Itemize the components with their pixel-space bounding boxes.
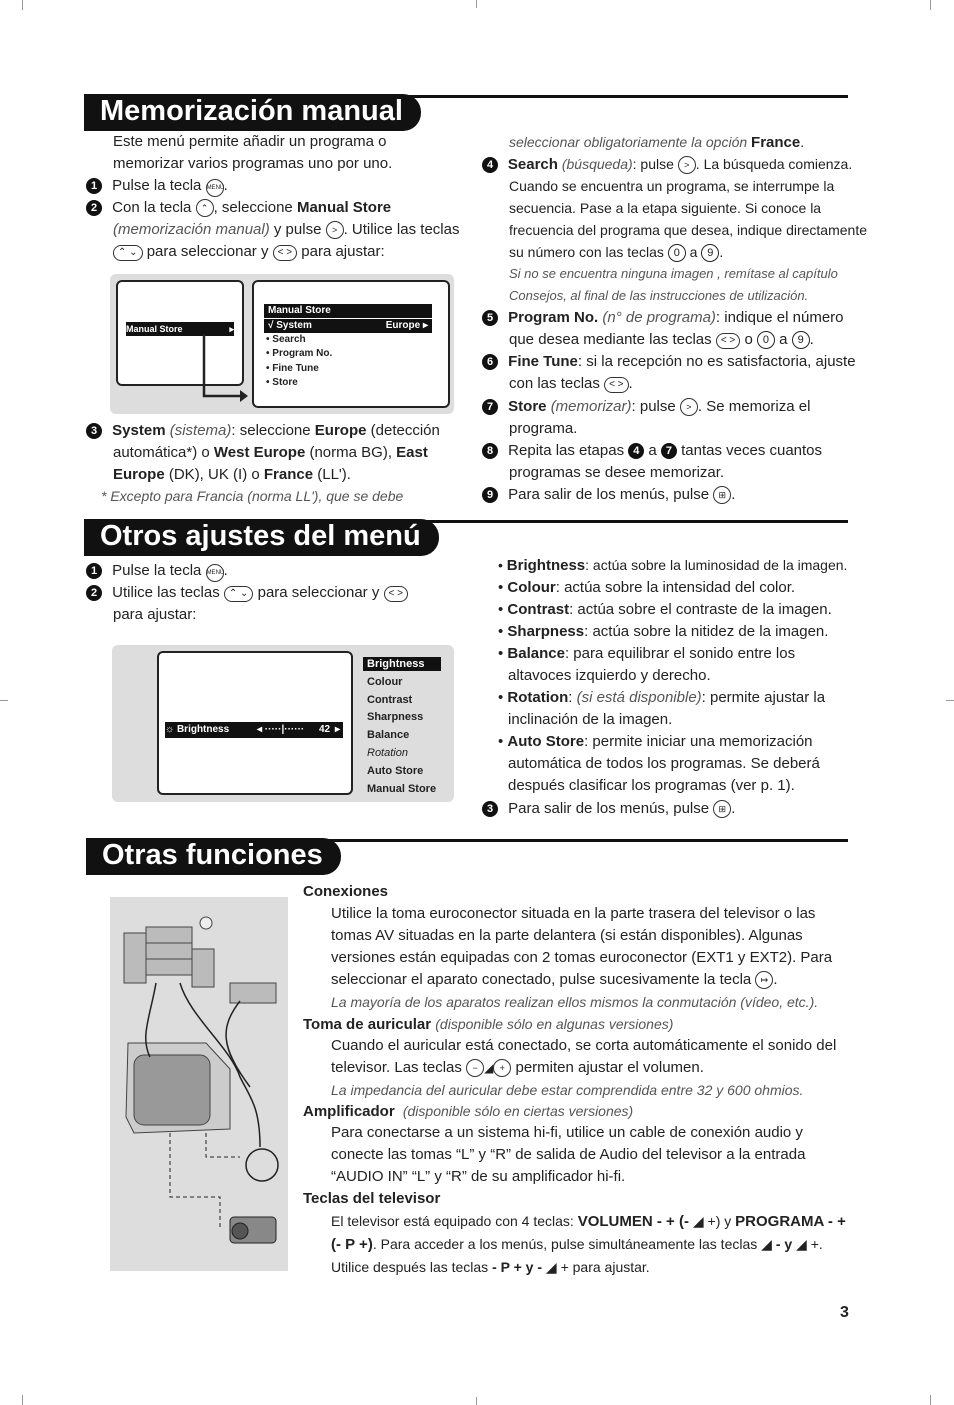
bullet-text: inclinación de la imagen.	[508, 711, 673, 728]
screen-menu-label: Manual Store	[126, 324, 183, 334]
volume-icon: ◢	[692, 1213, 704, 1229]
italic-note: Consejos, al final de las instrucciones de utilización.	[509, 288, 809, 303]
step-text: para seleccionar y	[146, 243, 269, 260]
step-number: 7	[482, 399, 498, 415]
option-name: Balance	[507, 645, 565, 662]
menu-item-balance: Balance	[367, 729, 410, 741]
step-text: para ajustar:	[301, 243, 385, 260]
bullet-item: • Balance: para equilibrar el sonido entre los	[498, 645, 796, 662]
bullet-item: • Brightness: actúa sobre la luminosidad de la imagen.	[498, 557, 848, 574]
crop-mark	[22, 1395, 23, 1405]
right-key-icon: >	[678, 156, 696, 174]
bullet-item: • Auto Store: permite iniciar una memorización	[498, 733, 813, 750]
step-ref-icon: 4	[628, 443, 644, 459]
menu-item-sharpness: Sharpness	[367, 711, 424, 723]
step-2	[86, 582, 471, 604]
step-text: : seleccione	[231, 422, 311, 439]
up-key-icon: ⌃	[196, 199, 214, 217]
italic-note: Si no se encuentra ninguna imagen , remítase al capítulo	[509, 266, 838, 281]
step-text: secuencia. Pase a la etapa siguiente. Si conoce la	[509, 200, 822, 216]
up-down-keys-icon: ⌃ ⌄	[113, 245, 143, 261]
step-number: 4	[482, 157, 498, 173]
step-text: Repita las etapas	[508, 442, 625, 459]
tv-connections-drawing	[110, 897, 288, 1271]
italic-note: (memorizar)	[550, 398, 632, 415]
crop-mark	[476, 0, 477, 8]
digit-0-key-icon: 0	[668, 244, 686, 262]
subheading-conexiones: Conexiones	[303, 883, 389, 900]
key-name: PROGRAMA - +	[735, 1213, 846, 1230]
right-key-icon: >	[680, 398, 698, 416]
option-name: Europe	[314, 422, 367, 439]
paragraph-line: Utilice la toma euroconector situada en la parte trasera del televisor o las	[331, 905, 816, 922]
page-number: 3	[840, 1304, 849, 1321]
step-1: 1 Pulse la tecla MENU.	[86, 175, 456, 197]
connector-word: a	[648, 442, 657, 459]
right-key-icon: >	[326, 221, 344, 239]
intro-line: Este menú permite añadir un programa o	[113, 133, 387, 150]
slider-track: ◂ ·····|······	[257, 724, 305, 735]
step-number: 3	[482, 801, 498, 817]
volume-icon: ◢	[796, 1236, 807, 1252]
step-text: . Se memoriza el	[697, 398, 811, 415]
footnote-cont: seleccionar obligatoriamente la opción France.	[509, 134, 805, 151]
step-text: Con la tecla	[112, 199, 192, 216]
italic-note: (memorización manual)	[113, 221, 270, 238]
screen-menu-item: • Search	[266, 334, 306, 345]
step-2-cont	[113, 219, 463, 241]
screen-menu-item: • Program No.	[266, 348, 333, 359]
digit-0-key-icon: 0	[757, 331, 775, 349]
paragraph-line: seleccionar el aparato conectado, pulse sucesivamente la tecla ↦ .	[331, 971, 778, 988]
step-text: Para salir de los menús, pulse	[508, 800, 710, 817]
italic-note: (disponible sólo en ciertas versiones)	[402, 1103, 634, 1119]
step-text: Pulse la tecla	[112, 177, 202, 194]
source-key-icon: ↦	[755, 971, 773, 989]
step-3-cont	[113, 442, 463, 464]
menu-item-auto-store: Auto Store	[367, 765, 424, 777]
step-ref-icon: 7	[661, 443, 677, 459]
key-name: - P + y -	[492, 1259, 543, 1275]
option-name: Brightness	[506, 557, 586, 574]
step-text: programa.	[509, 420, 578, 437]
digit-9-key-icon: 9	[701, 244, 719, 262]
paragraph-line: Cuando el auricular está conectado, se corta automáticamente el sonido del	[331, 1037, 837, 1054]
menu-item-manual-store: Manual Store	[367, 783, 437, 795]
step-number: 9	[482, 487, 498, 503]
left-right-keys-icon: < >	[716, 333, 740, 349]
step-8	[482, 440, 872, 462]
step-number: 1	[86, 563, 102, 579]
left-right-keys-icon: < >	[273, 245, 297, 261]
arrow-right-icon: ▸	[335, 724, 341, 735]
step-text: su número con las teclas	[509, 244, 664, 260]
option-name: Contrast	[507, 601, 570, 618]
italic-note: La impedancia del auricular debe estar comprendida entre 32 y 600 ohmios.	[331, 1082, 804, 1098]
step-number: 5	[482, 310, 498, 326]
menu-item-rotation: Rotation	[367, 747, 408, 759]
step-6-cont: con las teclas < > .	[509, 375, 633, 392]
paragraph-conexiones	[331, 903, 861, 1013]
paragraph-line: “AUDIO IN” “L” y “R” de su amplificador hi-fi.	[331, 1168, 626, 1185]
bullet-item: • Colour: actúa sobre la intensidad del color.	[498, 579, 796, 596]
step-number: 2	[86, 585, 102, 601]
bullet-text: : actúa sobre la luminosidad de la imagen.	[585, 557, 848, 573]
step-text: Utilice las teclas	[112, 584, 220, 601]
subheading-auricular	[303, 1013, 673, 1036]
step-text: para ajustar:	[113, 606, 197, 623]
step-3: 3 Para salir de los menús, pulse ⊞ .	[482, 798, 735, 820]
section-title: Memorización manual	[84, 94, 421, 131]
step-text: : indique el número	[715, 309, 844, 326]
paragraph-line: tomas AV situadas en la parte delantera (si están disponibles). Algunas	[331, 927, 803, 944]
step-text: que desea mediante las teclas	[509, 331, 712, 348]
crop-mark	[476, 1397, 477, 1405]
step-3-cont2	[113, 464, 463, 486]
bullet-text: : permite ajustar la	[701, 689, 826, 706]
intro-text	[113, 131, 392, 175]
step-2	[86, 197, 456, 219]
option-name: France	[751, 134, 801, 151]
option-name: Store	[508, 398, 547, 415]
bullet-text: altavoces izquierdo y derecho.	[508, 667, 711, 684]
digit-9-key-icon: 9	[792, 331, 810, 349]
step-text: (DK), UK (I) o	[168, 466, 260, 483]
paragraph-line	[331, 1057, 861, 1079]
italic-note: (sistema)	[169, 422, 232, 439]
step-text: (norma BG),	[309, 444, 392, 461]
italic-note: (si está disponible)	[576, 689, 702, 706]
arrow-right-icon: ▸	[229, 324, 234, 334]
bullet-text: : actúa sobre el contraste de la imagen.	[569, 601, 832, 618]
crop-mark	[930, 0, 931, 10]
volume-icon: ◢	[484, 1061, 494, 1075]
bullet-list	[498, 554, 868, 797]
option-name: Search	[507, 156, 558, 173]
menu-item-contrast: Contrast	[367, 694, 413, 706]
step-text: (LL').	[317, 466, 351, 483]
step-9: 9 Para salir de los menús, pulse ⊞ .	[482, 484, 872, 506]
step-text: (detección	[370, 422, 440, 439]
line-text: Utilice después las teclas	[331, 1259, 489, 1275]
screen-menu-item: • Fine Tune	[266, 363, 319, 374]
italic-note: (búsqueda)	[561, 156, 633, 172]
italic-note: La mayoría de los aparatos realizan ellos mismos la conmutación (vídeo, etc.).	[331, 994, 819, 1010]
italic-note: (disponible sólo en algunas versiones)	[435, 1016, 674, 1032]
step-7	[482, 396, 872, 418]
exit-key-icon: ⊞	[713, 800, 731, 818]
step-text: con las teclas	[509, 375, 600, 392]
subheading-text: Amplificador	[303, 1103, 395, 1120]
paragraph-line: Para conectarse a un sistema hi-fi, utilice un cable de conexión audio y	[331, 1124, 803, 1141]
step-5	[482, 307, 872, 329]
left-right-keys-icon: < >	[384, 586, 408, 602]
intro-line: memorizar varios programas uno por uno.	[113, 155, 393, 172]
plus-key-icon: +	[493, 1059, 511, 1077]
bullet-text: automática de todos los programas. Se deberá	[508, 755, 820, 772]
bullet-text: después clasificar los programas (ver p. 1).	[508, 777, 795, 794]
bar-label: Brightness	[176, 724, 230, 735]
option-name: Europe	[113, 466, 165, 483]
step-number: 3	[86, 423, 102, 439]
menu-name: Manual Store	[296, 199, 392, 216]
option-name: Rotation	[507, 689, 569, 706]
line-text: . Para acceder a los menús, pulse simultáneamente las teclas	[372, 1236, 758, 1252]
line-text: televisor. Las teclas	[331, 1059, 462, 1076]
option-name: System	[112, 422, 166, 439]
paragraph-auricular	[331, 1035, 861, 1101]
sun-icon: ☼	[165, 724, 175, 735]
tv-screen	[157, 651, 353, 795]
step-text: : si la recepción no es satisfactoria, ajuste	[577, 353, 856, 370]
subheading-teclas: Teclas del televisor	[303, 1190, 441, 1207]
step-text: Cuando se encuentra un programa, se interrumpe la	[509, 178, 835, 194]
key-name: (- P +)	[331, 1236, 373, 1253]
brightness-bar	[165, 722, 343, 738]
option-name: West Europe	[213, 444, 306, 461]
step-text: programas se desee memorizar.	[509, 464, 725, 481]
option-name: Auto Store	[507, 733, 585, 750]
step-1: 1 Pulse la tecla MENU.	[86, 560, 228, 582]
line-text: El televisor está equipado con 4 teclas:	[331, 1213, 574, 1229]
step-number: 2	[86, 200, 102, 216]
step-text: y pulse	[269, 221, 322, 238]
screen-menu-value: Europe ▸	[385, 320, 428, 331]
line-text: permiten ajustar el volumen.	[515, 1059, 704, 1076]
bullet-item: • Contrast: actúa sobre el contraste de la imagen.	[498, 601, 832, 618]
key-name: VOLUMEN - + (-	[577, 1213, 689, 1230]
option-name: Program No.	[508, 309, 599, 326]
bar-value: 42	[319, 724, 331, 735]
step-4	[482, 153, 872, 176]
step-text: : pulse	[631, 398, 676, 415]
italic-note: seleccionar obligatoriamente la opción	[509, 134, 748, 150]
crop-mark	[0, 700, 8, 701]
subheading-amplificador	[303, 1100, 633, 1123]
bullet-text: : actúa sobre la intensidad del color.	[555, 579, 796, 596]
key-name: - y	[775, 1236, 793, 1252]
menu-key-icon: MENU	[206, 179, 224, 197]
paragraph-line	[331, 1256, 871, 1278]
crop-mark	[930, 1395, 931, 1405]
subheading-text: Toma de auricular	[303, 1016, 432, 1033]
option-name: Colour	[507, 579, 556, 596]
paragraph-line	[331, 1210, 871, 1233]
screen-menu-item: • Store	[266, 377, 298, 388]
step-number: 1	[86, 178, 102, 194]
line-text: seleccionar el aparato conectado, pulse sucesivamente la tecla	[331, 971, 752, 988]
exit-key-icon: ⊞	[713, 486, 731, 504]
connector-word: a	[689, 244, 698, 260]
footnote: * Excepto para Francia (norma LL'), que se debe	[101, 488, 404, 504]
line-text: +.	[810, 1236, 823, 1252]
step-6	[482, 351, 872, 373]
bullet-text: : actúa sobre la nitidez de la imagen.	[584, 623, 829, 640]
line-text: +) y	[707, 1213, 732, 1229]
paragraph-line: versiones están equipadas con 2 tomas euroconector (EXT1 y EXT2). Para	[331, 949, 833, 966]
menu-illustration	[110, 274, 454, 414]
menu-key-icon: MENU	[206, 564, 224, 582]
paragraph-line: conecte las tomas “L” y “R” de salida de Audio del televisor a la entrada	[331, 1146, 806, 1163]
crop-mark	[946, 700, 954, 701]
menu-illustration	[112, 645, 454, 802]
minus-key-icon: −	[466, 1059, 484, 1077]
step-text: tantas veces cuantos	[681, 442, 823, 459]
option-name: Sharpness	[507, 623, 585, 640]
section-title: Otras funciones	[86, 838, 341, 875]
option-name: Fine Tune	[508, 353, 578, 370]
screen-menu-item-system	[264, 319, 432, 333]
step-text: Para salir de los menús, pulse	[508, 486, 710, 503]
paragraph-amplificador	[331, 1122, 861, 1188]
paragraph-teclas	[331, 1210, 871, 1278]
crop-mark	[22, 0, 23, 10]
step-text: frecuencia del programa que desea, indique directamente	[509, 222, 868, 238]
step-4-digits: su número con las teclas 0 a 9 .	[509, 244, 724, 260]
step-text: Pulse la tecla	[112, 562, 202, 579]
section-title: Otros ajustes del menú	[84, 519, 439, 556]
italic-note: (n° de programa)	[602, 309, 716, 326]
step-number: 6	[482, 354, 498, 370]
option-name: France	[263, 466, 314, 483]
bullet-item: • Rotation: (si está disponible): permite ajustar la	[498, 689, 826, 706]
menu-item-brightness: Brightness	[363, 657, 441, 671]
menu-item-colour: Colour	[367, 676, 403, 688]
step-2-cont2	[113, 241, 463, 263]
step-text: . Utilice las teclas	[343, 221, 460, 238]
step-text: . La búsqueda comienza.	[695, 156, 853, 172]
tv-screen-right	[252, 280, 450, 408]
step-text: automática*) o	[113, 444, 210, 461]
value-text: Europe	[385, 320, 421, 331]
paragraph-line	[331, 1233, 871, 1256]
connector-word: a	[779, 331, 788, 348]
volume-icon: ◢	[761, 1236, 772, 1252]
option-name: East	[396, 444, 428, 461]
bullet-text: : para equilibrar el sonido entre los	[564, 645, 796, 662]
bullet-item: • Sharpness: actúa sobre la nitidez de la imagen.	[498, 623, 829, 640]
up-down-keys-icon: ⌃ ⌄	[224, 586, 254, 602]
bullet-text: : permite iniciar una memorización	[584, 733, 813, 750]
volume-icon: ◢	[545, 1259, 557, 1275]
step-number: 8	[482, 443, 498, 459]
step-text: : pulse	[632, 156, 674, 172]
connector-arrow	[200, 334, 250, 404]
screen-menu-title: Manual Store	[264, 304, 432, 318]
left-right-keys-icon: < >	[604, 377, 628, 393]
step-5-cont: que desea mediante las teclas < > o 0 a 9 .	[509, 331, 814, 348]
step-text: , seleccione	[213, 199, 293, 216]
step-3	[86, 420, 458, 442]
connection-illustration	[110, 897, 288, 1271]
screen-menu-label: √ System	[268, 320, 312, 331]
connector-word: o	[744, 331, 753, 348]
step-text: para seleccionar y	[257, 584, 380, 601]
line-text: + para ajustar.	[560, 1259, 650, 1275]
